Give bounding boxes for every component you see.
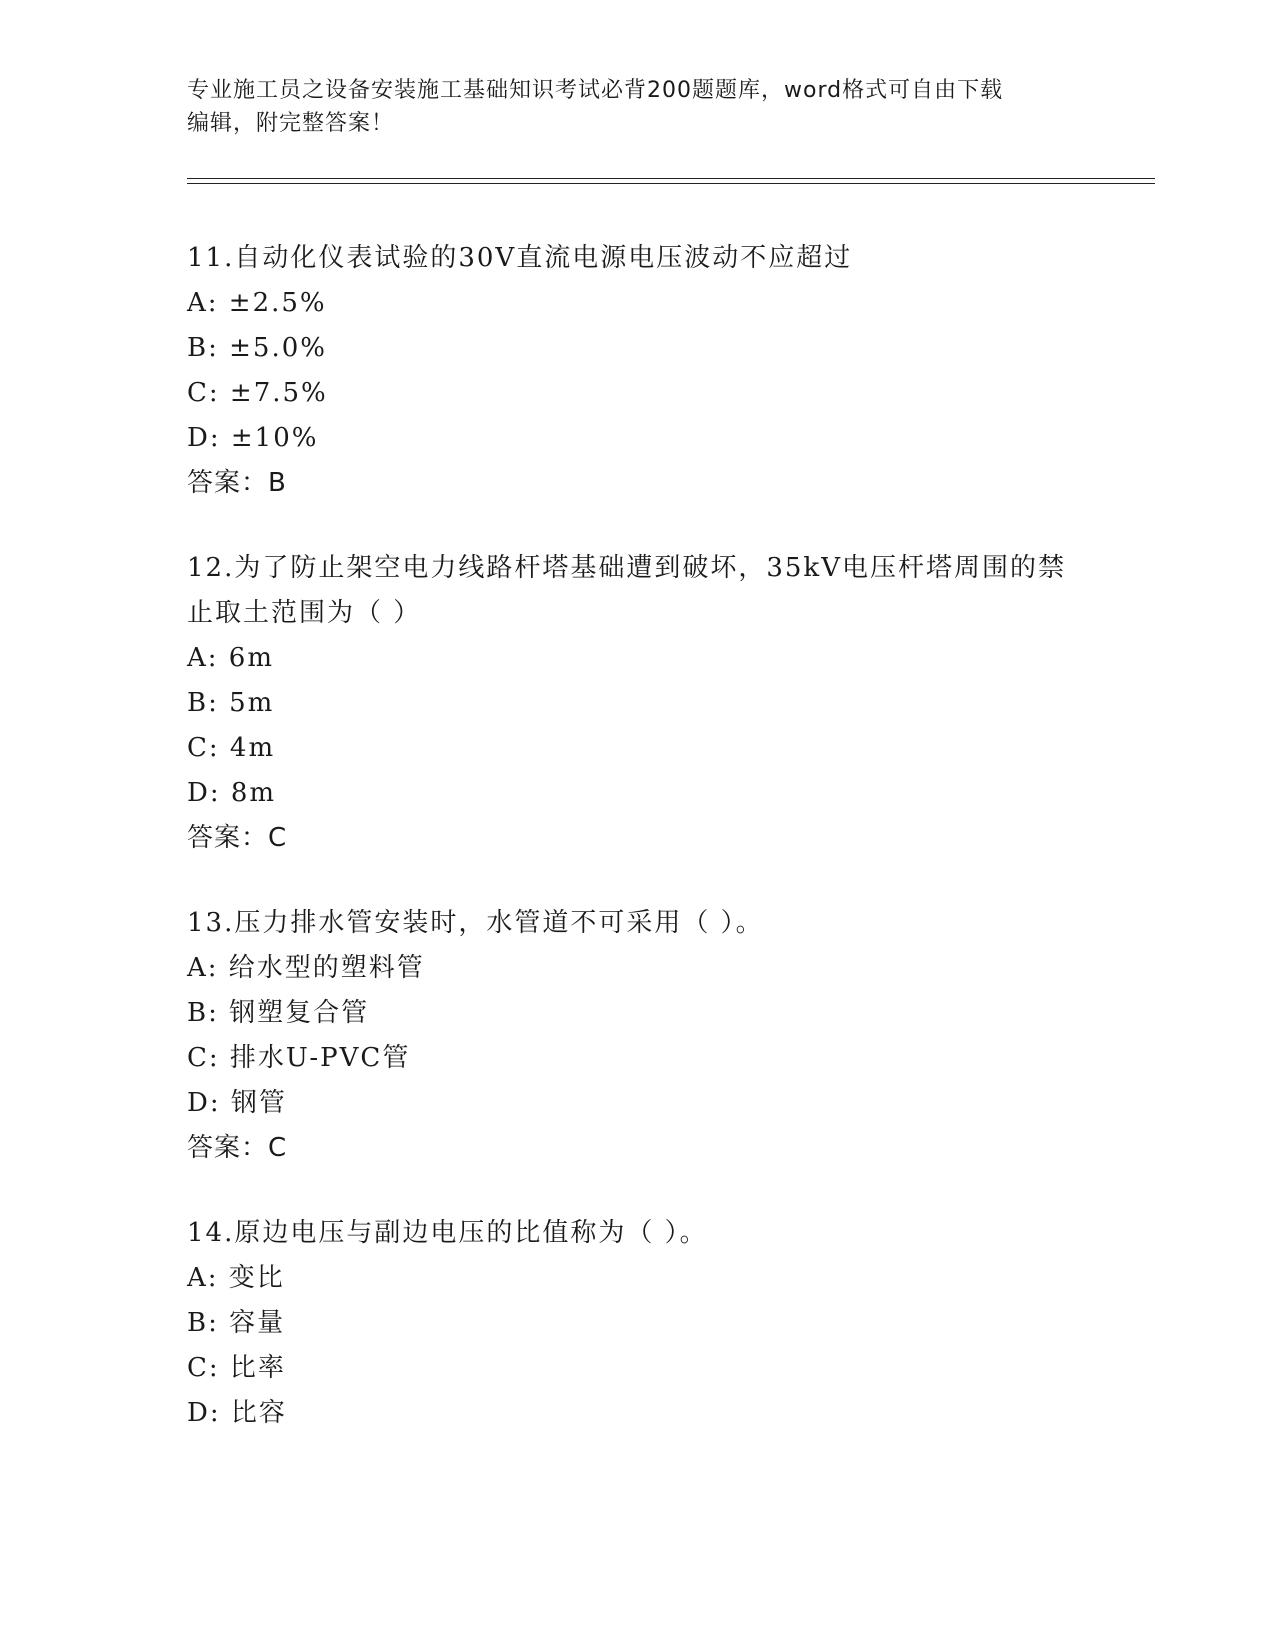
option-c: C: 4m [187, 733, 276, 763]
option-c: C: 比率 [187, 1353, 286, 1383]
answer-text: 答案：B [187, 468, 287, 498]
answer-text: 答案：C [187, 823, 288, 853]
option-b: B: 容量 [187, 1308, 286, 1338]
header-divider-bottom [187, 183, 1155, 184]
option-d: D: 8m [187, 778, 277, 808]
option-b: B: 钢塑复合管 [187, 998, 370, 1028]
option-a: A: ±2.5% [187, 288, 327, 318]
question-13 [187, 901, 1087, 1171]
option-d: D: ±10% [187, 423, 319, 453]
option-d: D: 比容 [187, 1398, 287, 1428]
header-divider-top [187, 178, 1155, 179]
question-list [187, 236, 1087, 1476]
question-14 [187, 1211, 1087, 1436]
question-11 [187, 236, 1087, 506]
header-line-2: 编辑，附完整答案！ [187, 111, 395, 136]
option-a: A: 变比 [187, 1263, 285, 1293]
option-d: D: 钢管 [187, 1088, 287, 1118]
option-b: B: ±5.0% [187, 333, 327, 363]
answer-text: 答案：C [187, 1133, 288, 1163]
option-a: A: 给水型的塑料管 [187, 953, 425, 983]
header-line-1: 专业施工员之设备安装施工基础知识考试必背200题题库，word格式可自由下载 [187, 78, 1004, 103]
document-header [187, 74, 1067, 140]
option-c: C: 排水U-PVC管 [187, 1043, 411, 1073]
question-stem: 13.压力排水管安装时，水管道不可采用（ ）。 [187, 908, 764, 938]
question-stem: 11.自动化仪表试验的30V直流电源电压波动不应超过 [187, 243, 853, 273]
question-12 [187, 546, 1087, 861]
question-stem: 12.为了防止架空电力线路杆塔基础遭到破坏，35kV电压杆塔周围的禁止取土范围为（ ） [187, 553, 1066, 628]
option-c: C: ±7.5% [187, 378, 328, 408]
question-stem: 14.原边电压与副边电压的比值称为（ ）。 [187, 1218, 708, 1248]
option-a: A: 6m [187, 643, 274, 673]
option-b: B: 5m [187, 688, 275, 718]
